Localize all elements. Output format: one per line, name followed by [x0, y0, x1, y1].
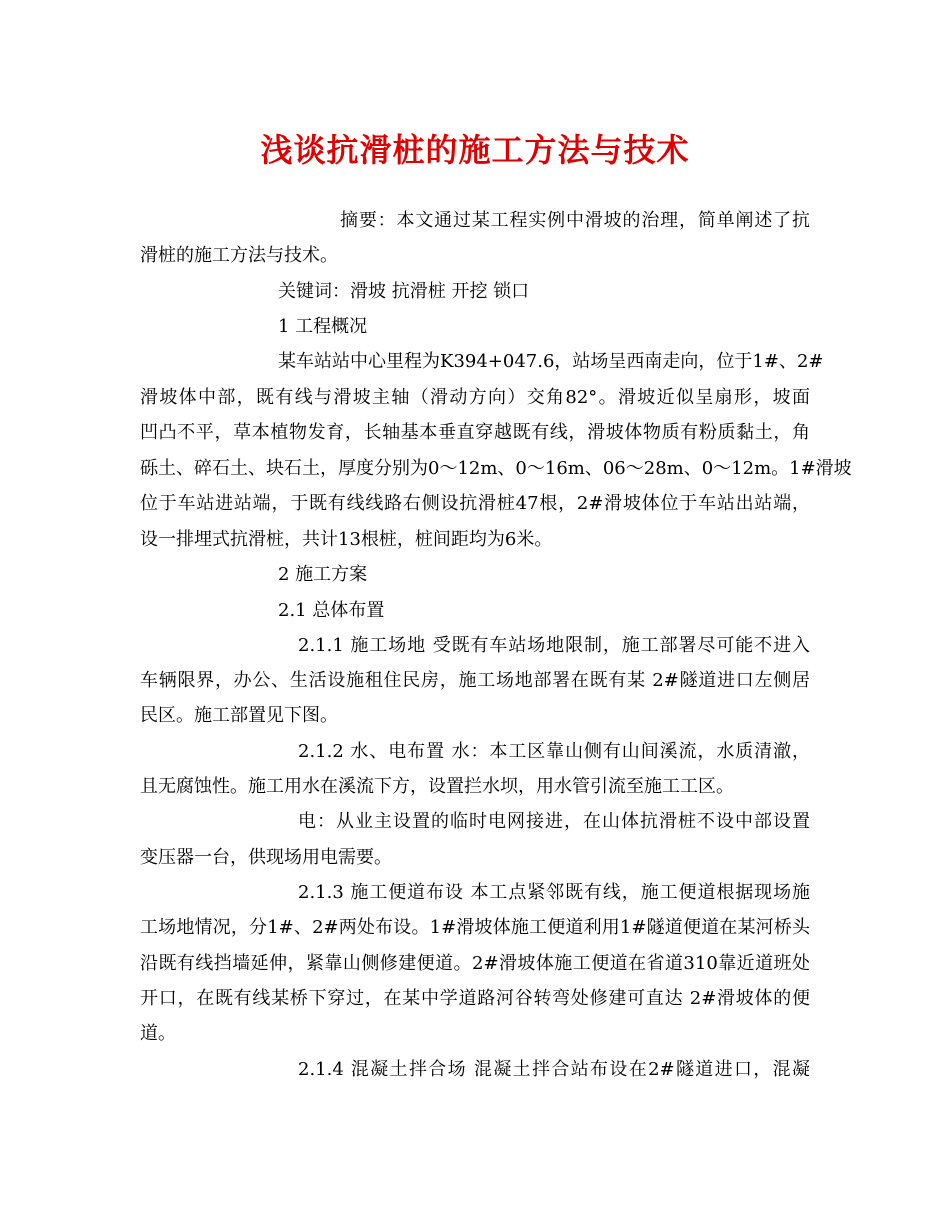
- paragraph-line: 电：从业主设置的临时电网接进，在山体抗滑桩不设中部设置: [298, 811, 810, 832]
- paragraph-line: 2.1.3 施工便道布设 本工点紧邻既有线，施工便道根据现场施: [298, 882, 810, 903]
- paragraph-line: 工场地情况，分1#、2#两处布设。1#滑坡体施工便道利用1#隧道便道在某河桥头: [140, 917, 810, 938]
- paragraph-line: 且无腐蚀性。施工用水在溪流下方，设置拦水坝，用水管引流至施工工区。: [140, 776, 734, 797]
- document-title: 浅谈抗滑桩的施工方法与技术: [260, 131, 690, 169]
- paragraph-line: 2.1.1 施工场地 受既有车站场地限制，施工部署尽可能不进入: [298, 635, 810, 656]
- paragraph-line: 2.1.2 水、电布置 水：本工区靠山侧有山间溪流，水质清澈，: [298, 741, 810, 762]
- paragraph-line: 道。: [140, 1023, 176, 1044]
- paragraph-line: 沿既有线挡墙延伸，紧靠山侧修建便道。2#滑坡体施工便道在省道310靠近道班处: [140, 953, 810, 974]
- paragraph-line: 民区。施工部置见下图。: [140, 705, 338, 726]
- paragraph-line: 开口，在既有线某桥下穿过，在某中学道路河谷转弯处修建可直达 2#滑坡体的便: [140, 988, 810, 1009]
- paragraph-line: 设一排埋式抗滑桩，共计13根桩，桩间距均为6米。: [140, 529, 553, 550]
- paragraph-line: 滑坡体中部，既有线与滑坡主轴（滑动方向）交角82°。滑坡近似呈扇形，坡面: [140, 387, 810, 408]
- paragraph-line: 车辆限界，办公、生活设施租住民房，施工场地部署在既有某 2#隧道进口左侧居: [140, 670, 810, 691]
- keywords-line: 关键词：滑坡 抗滑桩 开挖 锁口: [278, 281, 530, 302]
- paragraph-line: 砾土、碎石土、块石土，厚度分别为0～12m、0～16m、06～28m、0～12m。1#滑坡: [140, 458, 852, 479]
- paragraph-line: 凹凸不平，草本植物发育，长轴基本垂直穿越既有线，滑坡体物质有粉质黏土，角: [140, 422, 810, 443]
- paragraph-line: 2.1.4 混凝土拌合场 混凝土拌合站布设在2#隧道进口，混凝: [298, 1059, 810, 1080]
- section-heading-2: 2 施工方案: [278, 564, 368, 585]
- subsection-heading-2-1: 2.1 总体布置: [278, 600, 385, 621]
- section-heading-1: 1 工程概况: [278, 316, 368, 337]
- paragraph-line: 某车站站中心里程为K394+047.6，站场呈西南走向，位于1#、2#: [278, 351, 824, 372]
- abstract-line-2: 滑桩的施工方法与技术。: [140, 245, 338, 266]
- paragraph-line: 变压器一台，供现场用电需要。: [140, 847, 392, 868]
- paragraph-line: 位于车站进站端，于既有线线路右侧设抗滑桩47根，2#滑坡体位于车站出站端，: [140, 493, 810, 514]
- abstract-line-1: 摘要：本文通过某工程实例中滑坡的治理，简单阐述了抗: [340, 210, 810, 231]
